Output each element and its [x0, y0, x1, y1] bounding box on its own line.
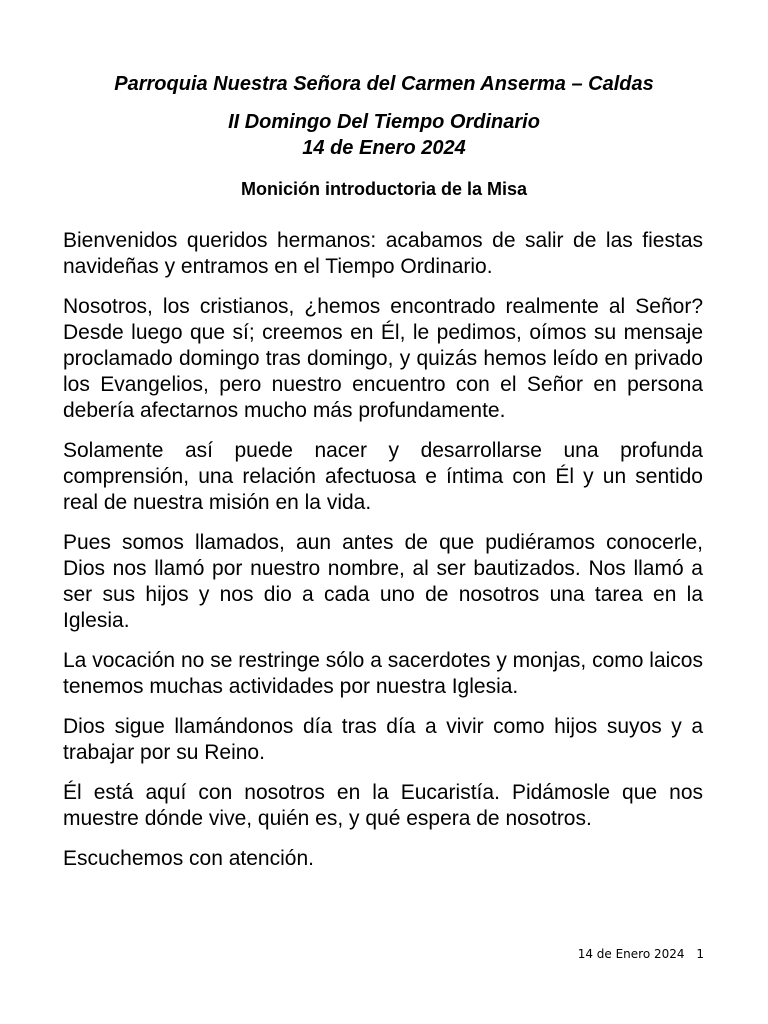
- paragraph: Dios sigue llamándonos día tras día a vivir como hijos suyos y a trabajar por su Reino.: [63, 715, 703, 764]
- paragraph: Escuchemos con atención.: [63, 847, 314, 870]
- paragraph: La vocación no se restringe sólo a sacerdotes y monjas, como laicos tenemos muchas actividades por nuestra Iglesia.: [63, 649, 703, 698]
- page-number: 1: [696, 947, 704, 961]
- section-subtitle: Monición introductoria de la Misa: [240, 179, 528, 199]
- paragraph: Nosotros, los cristianos, ¿hemos encontrado realmente al Señor? Desde luego que sí; creemos en Él, le pedimos, oímos su mensaje proclamado domingo tras domingo, y quizás hemos leído en privado los Evangelios, pero nuestro encuentro con el Señor en persona debería afectarnos mucho más profundamente.: [63, 295, 703, 422]
- paragraph: Bienvenidos queridos hermanos: acabamos de salir de las fiestas navideñas y entramos en el Tiempo Ordinario.: [63, 229, 703, 278]
- paragraph: Él está aquí con nosotros en la Eucaristía. Pidámosle que nos muestre dónde vive, quién es, y qué espera de nosotros.: [63, 781, 703, 830]
- paragraph: Pues somos llamados, aun antes de que pudiéramos conocerle, Dios nos llamó por nuestro nombre, al ser bautizados. Nos llamó a ser sus hijos y nos dio a cada uno de nosotros una tarea en la Iglesia.: [63, 531, 703, 632]
- body-text: [63, 228, 703, 886]
- sunday-title: II Domingo Del Tiempo Ordinario: [228, 111, 540, 133]
- date-title: 14 de Enero 2024: [302, 137, 466, 159]
- footer-date: 14 de Enero 2024: [577, 947, 685, 961]
- page-footer: [578, 946, 704, 962]
- paragraph: Solamente así puede nacer y desarrollarse una profunda comprensión, una relación afectuosa e íntima con Él y un sentido real de nuestra misión en la vida.: [63, 439, 703, 514]
- parish-title: Parroquia Nuestra Señora del Carmen Anserma – Caldas: [114, 73, 654, 95]
